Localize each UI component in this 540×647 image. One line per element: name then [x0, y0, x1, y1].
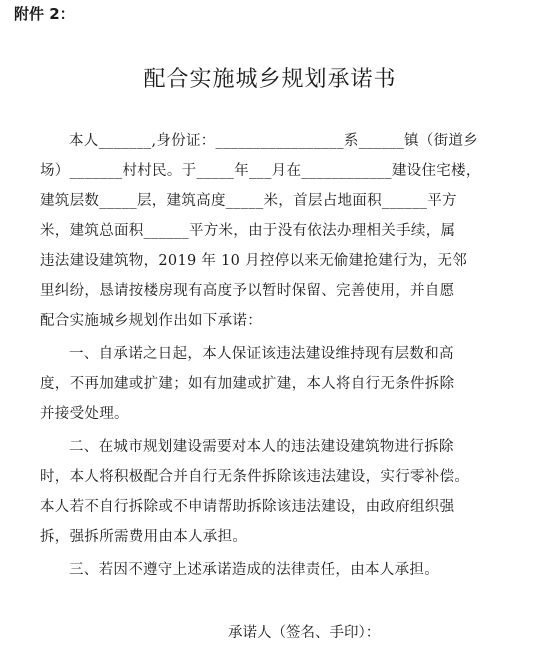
document-body — [40, 126, 520, 585]
body-line: 配合实施城乡规划作出如下承诺： — [40, 313, 262, 329]
body-line: 违法建设建筑物，2019 年 10 月控停以来无偷建抢建行为，无邻 — [40, 253, 468, 269]
signature-label: 承诺人（签名、手印）： — [228, 625, 381, 641]
body-line: 里纠纷，恳请按楼房现有高度予以暂时保留、完善使用，并自愿 — [40, 283, 455, 299]
body-line: 时，本人将积极配合并自行无条件拆除该违法建设，实行零补偿。 — [40, 469, 470, 485]
body-line: 场）_______村村民。于_____年___月在____________建设住宅楼， — [40, 163, 481, 179]
body-line: 度，不再加建或扩建；如有加建或扩建，本人将自行无条件拆除 — [40, 376, 455, 392]
body-line: 建筑层数_____层，建筑高度_____米，首层占地面积______平方 — [40, 193, 457, 209]
body-line: 二、在城市规划建设需要对本人的违法建设建筑物进行拆除 — [69, 439, 454, 455]
body-line: 三、若因不遵守上述承诺造成的法律责任，由本人承担。 — [69, 562, 439, 578]
body-line: 本人若不自行拆除或不申请帮助拆除该违法建设，由政府组织强 — [40, 499, 455, 515]
document-title: 配合实施城乡规划承诺书 — [143, 67, 397, 92]
body-line: 米，建筑总面积______平方米，由于没有依法办理相关手续，属 — [40, 223, 456, 239]
body-line: 本人_______,身份证：_________________系______镇（街道乡 — [69, 133, 479, 149]
attachment-label: 附件 2： — [14, 5, 75, 23]
body-line: 拆，强拆所需费用由本人承担。 — [40, 529, 248, 545]
body-line: 并接受处理。 — [40, 406, 129, 422]
body-line: 一、自承诺之日起，本人保证该违法建设维持现有层数和高 — [69, 346, 454, 362]
